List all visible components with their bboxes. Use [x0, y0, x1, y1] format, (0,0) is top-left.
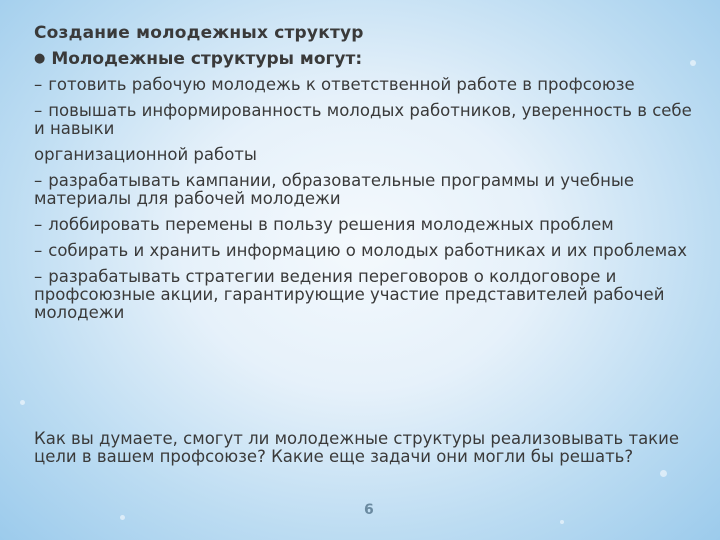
sparkle: [20, 400, 25, 405]
sparkle: [120, 515, 125, 520]
list-item-text: разрабатывать стратегии ведения переговоров о колдоговоре и профсоюзные акции, гарантирующие участие представителей рабочей молодежи: [34, 267, 665, 322]
page-number: 6: [364, 502, 374, 518]
dash-marker: –: [34, 241, 43, 260]
list-item-text: разрабатывать кампании, образовательные программы и учебные материалы для рабочей молодежи: [34, 171, 635, 208]
list-item: [34, 172, 694, 208]
dash-marker: –: [34, 75, 43, 94]
list-item: [34, 268, 694, 322]
sparkle: [660, 470, 667, 477]
list-item: [34, 242, 694, 260]
dash-marker: –: [34, 267, 43, 286]
list-item: [34, 216, 694, 234]
subheading-text: Молодежные структуры могут:: [51, 49, 363, 69]
dash-marker: –: [34, 171, 43, 190]
list-item-text: собирать и хранить информацию о молодых работниках и их проблемах: [48, 241, 688, 260]
sparkle: [560, 520, 564, 524]
list-item-text: лоббировать перемены в пользу решения молодежных проблем: [48, 215, 614, 234]
list-item-text: организационной работы: [34, 145, 257, 164]
bullet-dot-icon: ●: [34, 51, 46, 66]
discussion-question: Как вы думаете, смогут ли молодежные структуры реализовывать такие цели в вашем профсоюзе? Какие еще задачи они могли бы решать?: [34, 429, 680, 466]
list-item: [34, 102, 694, 138]
list-item-text: повышать информированность молодых работников, уверенность в себе и навыки: [34, 101, 692, 138]
list-item-text: готовить рабочую молодежь к ответственной работе в профсоюзе: [48, 75, 635, 94]
list-item: [34, 146, 694, 164]
subheading: [34, 48, 694, 70]
dash-marker: –: [34, 101, 43, 120]
dash-marker: –: [34, 215, 43, 234]
slide-title: Создание молодежных структур: [34, 23, 364, 43]
list-item: [34, 76, 694, 94]
slide-content: [34, 22, 694, 330]
